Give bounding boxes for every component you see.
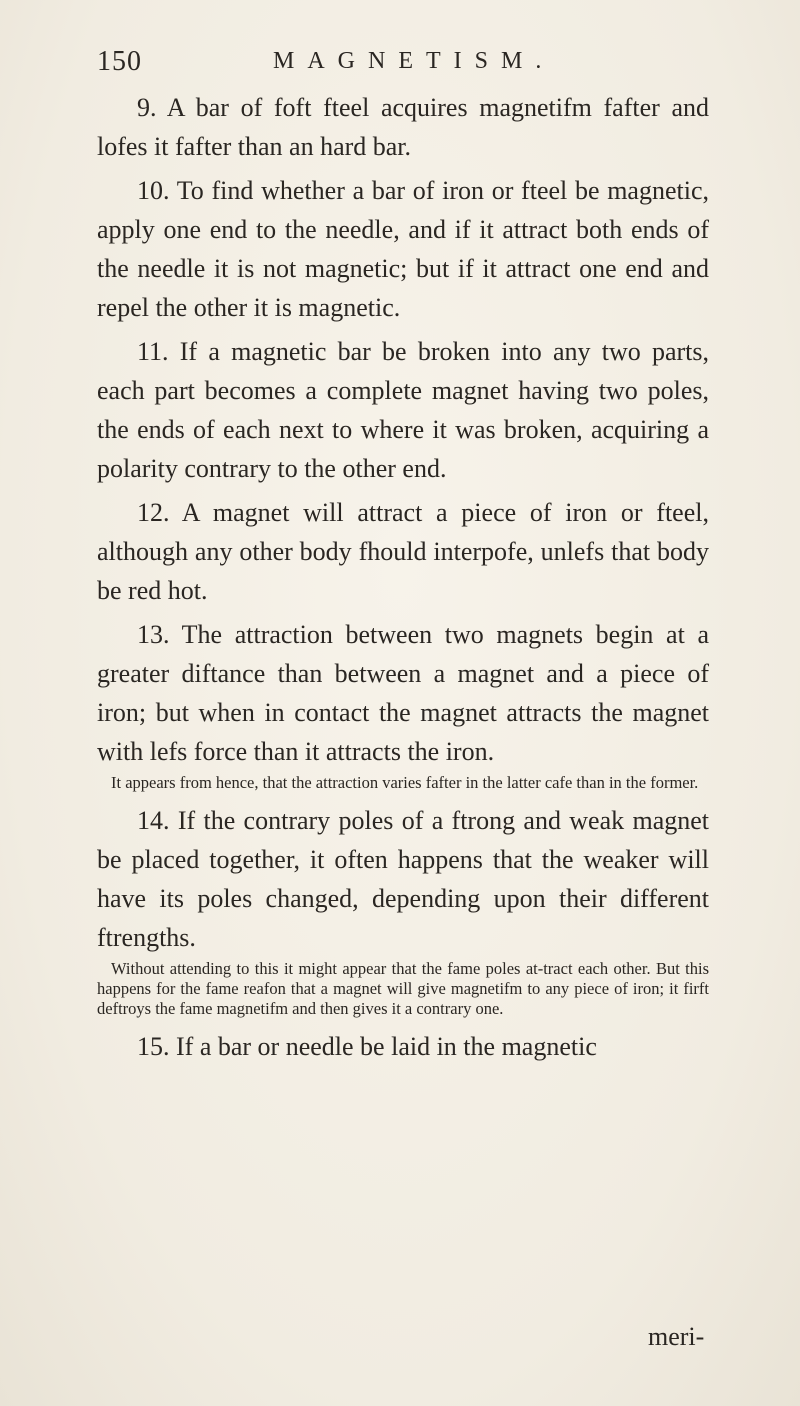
body-text <box>97 88 709 1066</box>
running-title: MAGNETISM. <box>273 48 555 74</box>
catchword: meri- <box>648 1322 705 1351</box>
paragraph-12: 12. A magnet will attract a piece of iron or fteel, although any other body fhould interpofe, unlefs that body be red hot. <box>97 498 709 605</box>
note-14: Without attending to this it might appear that the fame poles at-tract each other. But this happens for the fame reafon that a magnet will give magnetifm to any piece of iron; it firft deftroys the fame magnetifm and then gives it a contrary one. <box>97 959 709 1018</box>
note-13: It appears from hence, that the attraction varies fafter in the latter cafe than in the former. <box>111 773 699 792</box>
paragraph-9: 9. A bar of foft fteel acquires magnetifm fafter and lofes it fafter than an hard bar. <box>97 93 709 161</box>
page-number: 150 <box>97 46 142 77</box>
paragraph-15: 15. If a bar or needle be laid in the magnetic <box>137 1032 597 1061</box>
paragraph-14: 14. If the contrary poles of a ftrong and weak magnet be placed together, it often happens that the weaker will have its poles changed, depending upon their different ftrengths. <box>97 806 709 952</box>
paragraph-10: 10. To find whether a bar of iron or fteel be magnetic, apply one end to the needle, and if it attract both ends of the needle it is not magnetic; but if it attract one end and repel the other it is magnetic. <box>97 176 709 322</box>
paragraph-11: 11. If a magnetic bar be broken into any two parts, each part becomes a complete magnet having two poles, the ends of each next to where it was broken, acquiring a polarity contrary to the other end. <box>97 337 709 483</box>
page-header <box>97 40 697 88</box>
paragraph-13: 13. The attraction between two magnets begin at a greater diftance than between a magnet and a piece of iron; but when in contact the magnet attracts the magnet with lefs force than it attracts the iron. <box>97 620 709 766</box>
